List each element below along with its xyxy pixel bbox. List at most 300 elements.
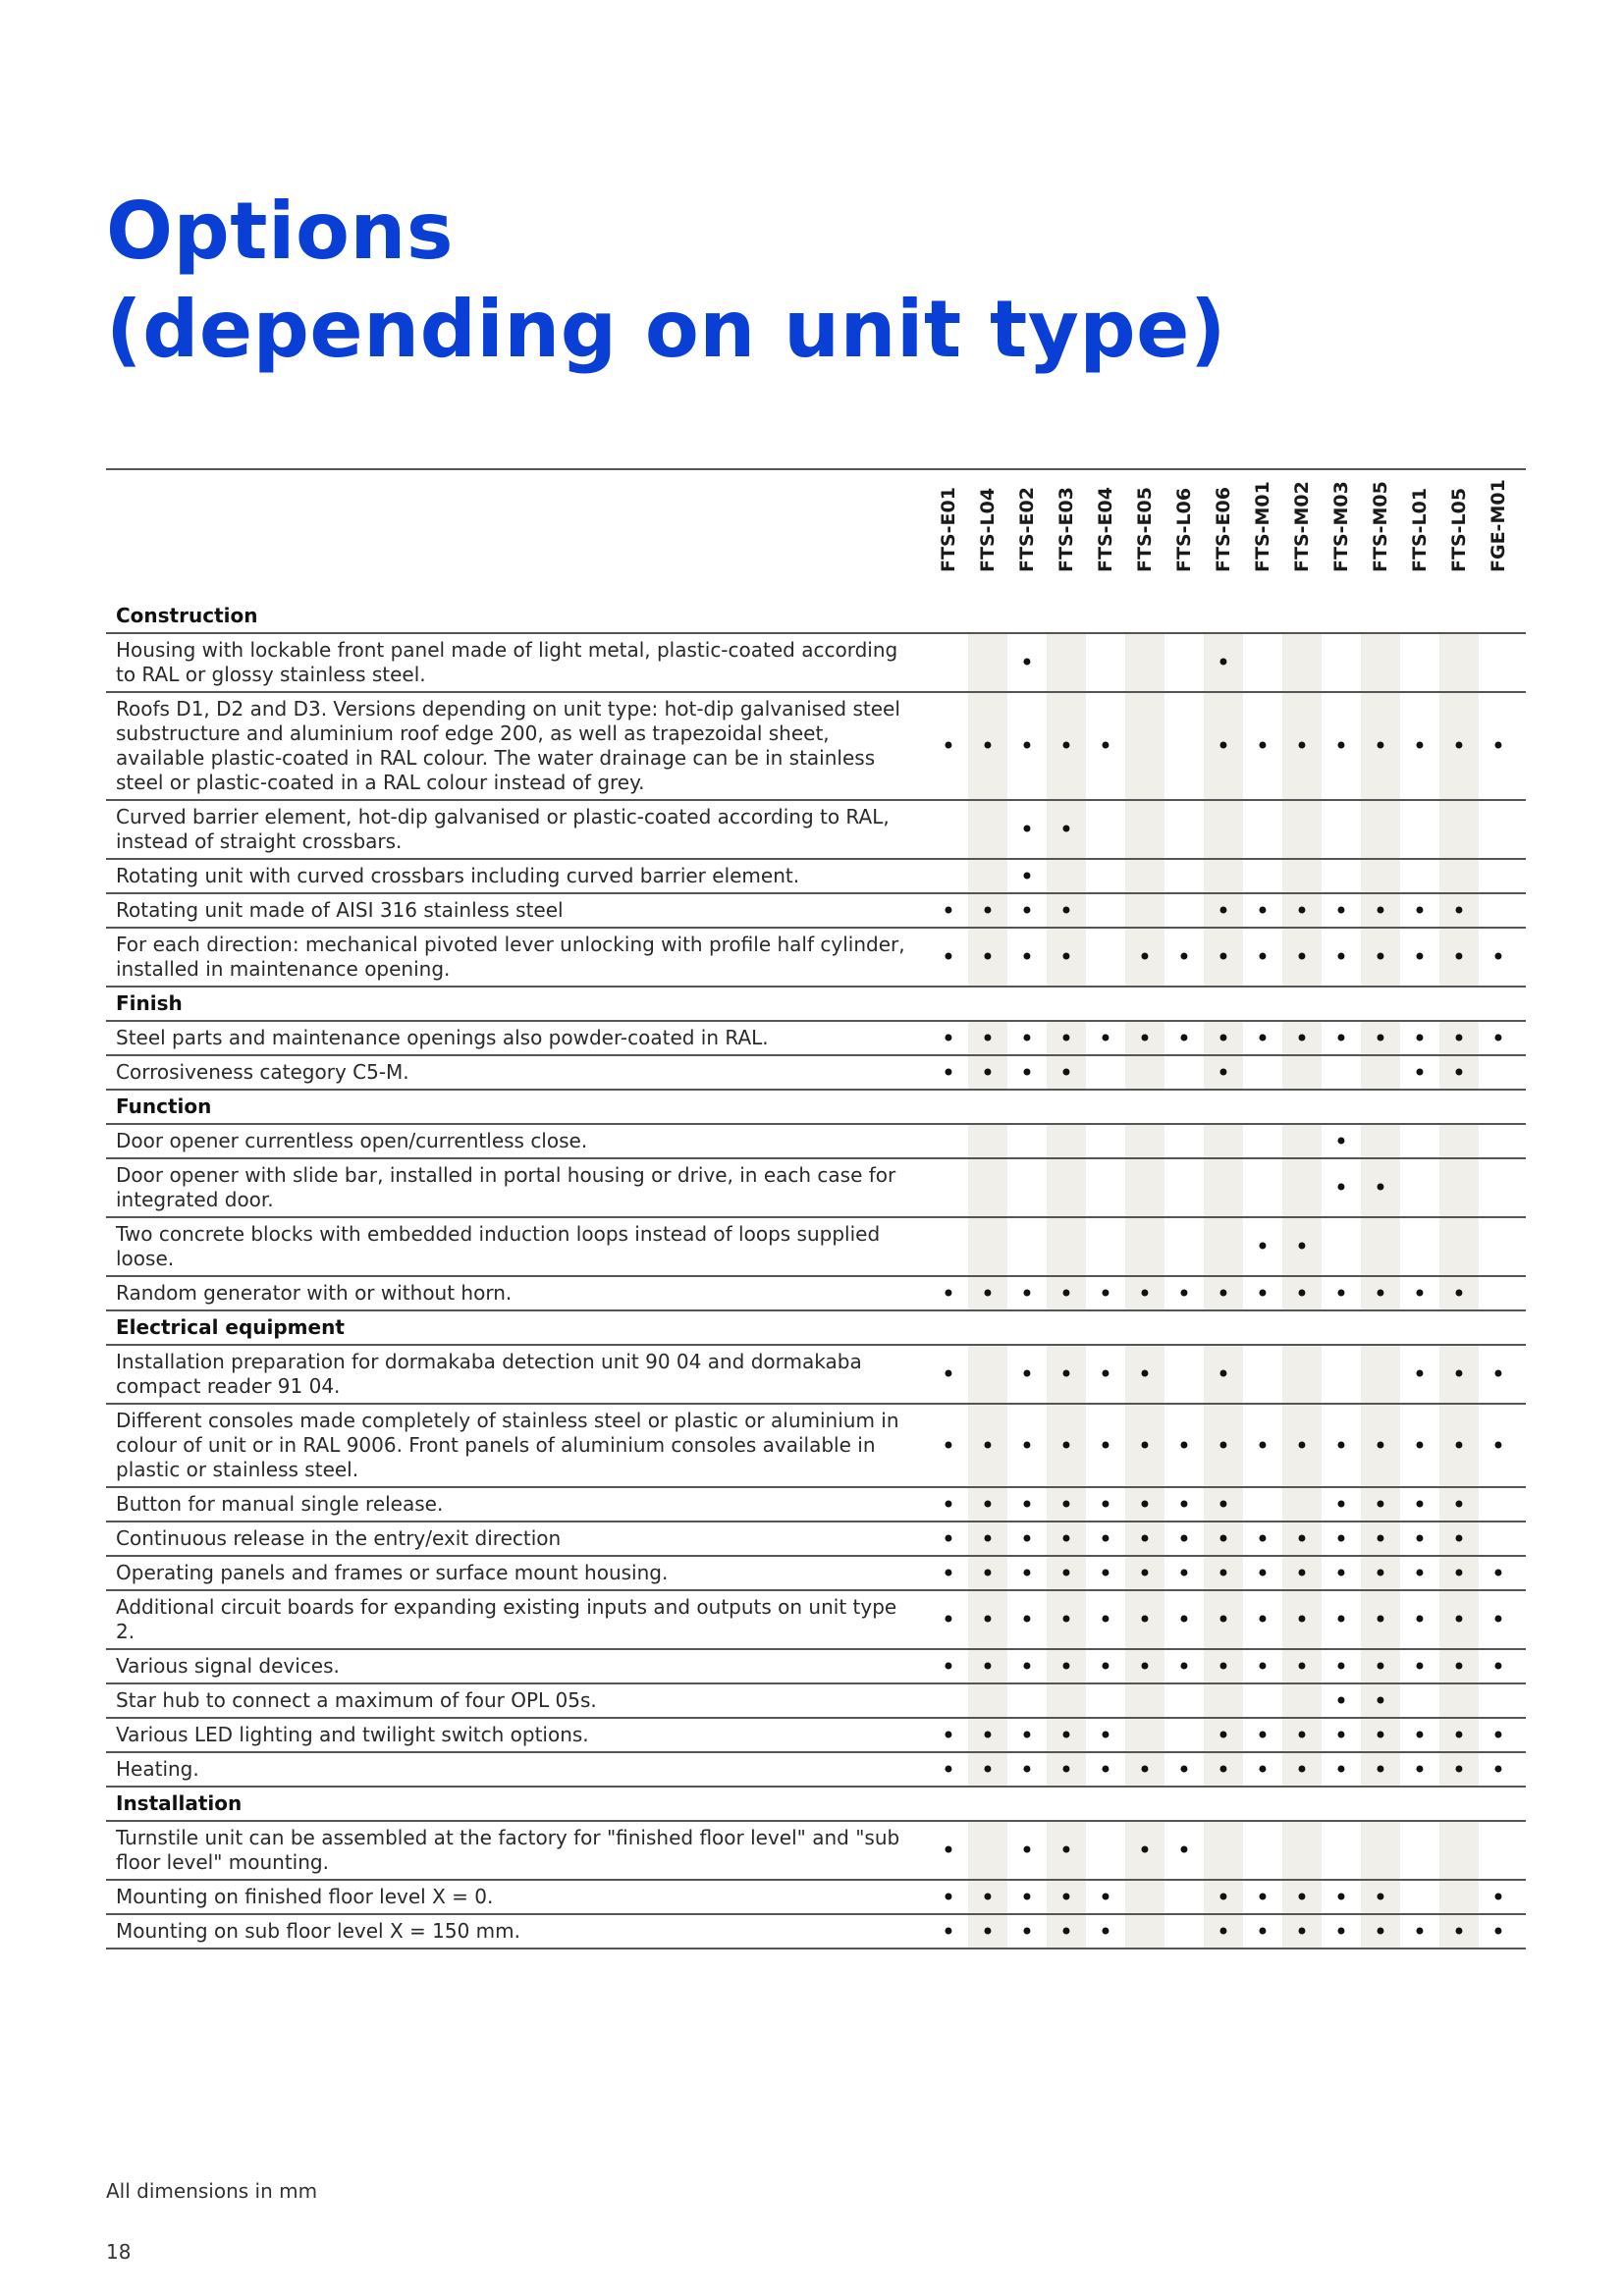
availability-dot-icon: •	[1216, 943, 1231, 971]
table-cell	[1125, 1405, 1164, 1486]
table-cell	[929, 1881, 968, 1913]
availability-dot-icon: •	[1294, 1652, 1310, 1681]
availability-dot-icon: •	[1412, 1559, 1428, 1587]
table-cell	[1204, 1719, 1243, 1751]
table-cell	[1361, 1650, 1400, 1682]
table-cell	[968, 600, 1007, 632]
table-cell	[1282, 1405, 1322, 1486]
availability-dot-icon: •	[1255, 1279, 1271, 1308]
table-cell	[1164, 1056, 1204, 1089]
availability-dot-icon: •	[1412, 1024, 1428, 1052]
table-cell	[1282, 1881, 1322, 1913]
table-cell	[1125, 1915, 1164, 1948]
table-row	[106, 801, 1526, 860]
table-cell	[1047, 1488, 1086, 1521]
availability-dot-icon: •	[1137, 1024, 1153, 1052]
table-cell	[1361, 600, 1400, 632]
table-cell	[1125, 1753, 1164, 1786]
availability-dot-icon: •	[1176, 1431, 1192, 1460]
table-cell	[1164, 988, 1204, 1020]
table-cell	[1400, 1684, 1439, 1717]
table-cell	[1282, 1022, 1322, 1054]
table-cell	[968, 1346, 1007, 1403]
availability-dot-icon: •	[1216, 1755, 1231, 1784]
table-cell	[1204, 600, 1243, 632]
table-cell	[968, 1788, 1007, 1820]
availability-dot-icon: •	[1098, 732, 1113, 760]
availability-dot-icon: •	[1019, 1361, 1035, 1388]
availability-dot-icon: •	[1490, 1652, 1506, 1681]
availability-dot-icon: •	[1176, 1279, 1192, 1308]
table-cell	[1361, 1277, 1400, 1309]
availability-dot-icon: •	[1058, 1490, 1074, 1519]
availability-dot-icon: •	[1137, 1490, 1153, 1519]
availability-dot-icon: •	[1019, 1917, 1035, 1946]
column-header-label: FTS-E06	[1213, 487, 1234, 572]
availability-dot-icon: •	[1058, 1883, 1074, 1911]
availability-dot-icon: •	[1019, 1559, 1035, 1587]
column-header-fts-e03	[1047, 476, 1086, 594]
table-cell	[1204, 1405, 1243, 1486]
table-cell	[1047, 1125, 1086, 1157]
table-cell	[929, 1311, 968, 1344]
column-header-fge-m01	[1479, 476, 1518, 594]
table-cell	[1164, 1881, 1204, 1913]
availability-dot-icon: •	[1019, 1279, 1035, 1308]
table-cell	[1439, 1522, 1479, 1555]
table-cell	[1125, 988, 1164, 1020]
table-cell	[929, 801, 968, 858]
availability-dot-icon: •	[1333, 1024, 1349, 1052]
table-cell	[1282, 1218, 1322, 1275]
table-cell	[1164, 1788, 1204, 1820]
table-cell	[1282, 693, 1322, 799]
table-row	[106, 1125, 1526, 1159]
table-cell	[1282, 1788, 1322, 1820]
availability-dot-icon: •	[1019, 1431, 1035, 1460]
table-cell	[1439, 1405, 1479, 1486]
table-cell	[1204, 1346, 1243, 1403]
page-number: 18	[106, 2240, 132, 2264]
table-cell	[1439, 634, 1479, 691]
table-cell	[1361, 1881, 1400, 1913]
availability-dot-icon: •	[1137, 1755, 1153, 1784]
option-label: Rotating unit made of AISI 316 stainless steel	[116, 898, 564, 922]
table-cell	[1439, 1091, 1479, 1123]
table-cell	[929, 1650, 968, 1682]
availability-dot-icon: •	[1058, 1721, 1074, 1749]
table-cell	[968, 1125, 1007, 1157]
availability-dot-icon: •	[1176, 1024, 1192, 1052]
table-cell	[1086, 1022, 1125, 1054]
table-cell	[1164, 1915, 1204, 1948]
availability-dot-icon: •	[941, 1721, 956, 1749]
table-cell	[1086, 1125, 1125, 1157]
table-row	[106, 1591, 1526, 1650]
option-label: Corrosiveness category C5-M.	[116, 1060, 409, 1084]
column-header-label: FTS-L06	[1173, 487, 1195, 572]
section-row	[106, 988, 1526, 1022]
availability-dot-icon: •	[1294, 943, 1310, 971]
availability-dot-icon: •	[941, 1755, 956, 1784]
table-cell	[1086, 1753, 1125, 1786]
table-cell	[929, 1557, 968, 1589]
page-title	[106, 183, 1226, 379]
availability-dot-icon: •	[1333, 943, 1349, 971]
table-cell	[1282, 894, 1322, 927]
table-cell	[1322, 1684, 1361, 1717]
column-header-label: FTS-E04	[1095, 487, 1116, 572]
table-cell	[968, 1719, 1007, 1751]
table-cell	[1361, 1159, 1400, 1216]
table-cell	[1007, 860, 1047, 892]
availability-dot-icon: •	[1294, 1559, 1310, 1587]
table-cell	[1007, 929, 1047, 986]
availability-dot-icon: •	[941, 1431, 956, 1460]
availability-dot-icon: •	[1019, 649, 1035, 676]
table-cell	[929, 1346, 968, 1403]
availability-dot-icon: •	[1137, 1837, 1153, 1864]
table-cell	[1243, 1719, 1282, 1751]
table-cell	[1282, 1557, 1322, 1589]
availability-dot-icon: •	[1412, 1917, 1428, 1946]
table-cell	[1164, 1091, 1204, 1123]
table-cell	[929, 1091, 968, 1123]
table-cell	[1282, 1753, 1322, 1786]
table-cell	[1243, 894, 1282, 927]
table-cell	[1479, 1557, 1518, 1589]
availability-dot-icon: •	[1098, 1883, 1113, 1911]
table-cell	[1322, 1405, 1361, 1486]
availability-dot-icon: •	[1137, 1431, 1153, 1460]
table-cell	[1204, 1125, 1243, 1157]
availability-dot-icon: •	[1176, 1652, 1192, 1681]
availability-dot-icon: •	[1412, 1606, 1428, 1633]
table-cell	[1007, 1346, 1047, 1403]
table-cell	[1439, 1557, 1479, 1589]
table-row	[106, 1915, 1526, 1949]
column-header-fts-e04	[1086, 476, 1125, 594]
table-cell	[1007, 1881, 1047, 1913]
table-cell	[1086, 801, 1125, 858]
table-cell	[1086, 1591, 1125, 1648]
table-cell	[1322, 1125, 1361, 1157]
table-cell	[1007, 693, 1047, 799]
table-cell	[1086, 1346, 1125, 1403]
table-cell	[968, 860, 1007, 892]
table-cell	[1361, 1822, 1400, 1879]
table-cell	[1047, 1218, 1086, 1275]
availability-dot-icon: •	[1255, 1233, 1271, 1260]
table-cell	[1204, 1091, 1243, 1123]
availability-dot-icon: •	[1412, 1431, 1428, 1460]
table-cell	[968, 1650, 1007, 1682]
table-cell	[1479, 1591, 1518, 1648]
section-heading: Installation	[116, 1791, 243, 1815]
availability-dot-icon: •	[1333, 1721, 1349, 1749]
table-cell	[1086, 1056, 1125, 1089]
table-cell	[1007, 634, 1047, 691]
table-cell	[1282, 1091, 1322, 1123]
availability-dot-icon: •	[1216, 896, 1231, 925]
availability-dot-icon: •	[1373, 1606, 1388, 1633]
table-cell	[1400, 1591, 1439, 1648]
table-row	[106, 1557, 1526, 1591]
table-cell	[929, 860, 968, 892]
section-row	[106, 1788, 1526, 1822]
availability-dot-icon: •	[1098, 1917, 1113, 1946]
footer-note: All dimensions in mm	[106, 2179, 318, 2203]
table-cell	[1439, 600, 1479, 632]
availability-dot-icon: •	[1333, 732, 1349, 760]
table-cell	[968, 1056, 1007, 1089]
table-cell	[1125, 1218, 1164, 1275]
table-cell	[1439, 1881, 1479, 1913]
column-header-label: FTS-L01	[1409, 487, 1431, 572]
availability-dot-icon: •	[1058, 896, 1074, 925]
table-cell	[1243, 929, 1282, 986]
availability-dot-icon: •	[1137, 1361, 1153, 1388]
table-cell	[1204, 801, 1243, 858]
table-row	[106, 860, 1526, 894]
table-cell	[1400, 1311, 1439, 1344]
availability-dot-icon: •	[941, 896, 956, 925]
table-cell	[1125, 1091, 1164, 1123]
availability-dot-icon: •	[1019, 1524, 1035, 1553]
table-cell	[1361, 929, 1400, 986]
table-cell	[929, 1488, 968, 1521]
availability-dot-icon: •	[1451, 1024, 1467, 1052]
table-cell	[929, 600, 968, 632]
option-label: Various signal devices.	[116, 1654, 340, 1678]
availability-dot-icon: •	[1255, 1559, 1271, 1587]
table-cell	[1361, 1346, 1400, 1403]
availability-dot-icon: •	[1294, 1606, 1310, 1633]
availability-dot-icon: •	[1058, 1058, 1074, 1087]
table-cell	[1322, 1591, 1361, 1648]
availability-dot-icon: •	[1490, 943, 1506, 971]
table-cell	[1439, 988, 1479, 1020]
availability-dot-icon: •	[1373, 1652, 1388, 1681]
availability-dot-icon: •	[1373, 1431, 1388, 1460]
availability-dot-icon: •	[1412, 1058, 1428, 1087]
availability-dot-icon: •	[1019, 1837, 1035, 1864]
table-cell	[968, 929, 1007, 986]
availability-dot-icon: •	[1098, 1431, 1113, 1460]
table-cell	[1479, 1022, 1518, 1054]
column-header-label: FTS-L05	[1448, 487, 1470, 572]
availability-dot-icon: •	[1373, 1490, 1388, 1519]
availability-dot-icon: •	[1294, 1431, 1310, 1460]
table-cell	[1361, 1125, 1400, 1157]
table-cell	[1322, 1091, 1361, 1123]
table-cell	[1047, 1159, 1086, 1216]
availability-dot-icon: •	[980, 1490, 996, 1519]
availability-dot-icon: •	[1255, 1721, 1271, 1749]
section-heading: Electrical equipment	[116, 1315, 345, 1339]
availability-dot-icon: •	[1333, 1490, 1349, 1519]
table-cell	[1243, 634, 1282, 691]
table-cell	[1361, 894, 1400, 927]
table-cell	[1125, 1522, 1164, 1555]
table-cell	[1204, 634, 1243, 691]
table-cell	[929, 1159, 968, 1216]
option-label: Two concrete blocks with embedded induction loops instead of loops supplied loose.	[116, 1222, 881, 1270]
table-cell	[1086, 894, 1125, 927]
table-cell	[968, 1915, 1007, 1948]
availability-dot-icon: •	[1255, 896, 1271, 925]
availability-dot-icon: •	[1294, 896, 1310, 925]
table-cell	[1125, 693, 1164, 799]
table-cell	[1400, 1022, 1439, 1054]
table-cell	[1282, 1650, 1322, 1682]
table-cell	[1479, 1719, 1518, 1751]
table-cell	[1007, 1311, 1047, 1344]
availability-dot-icon: •	[1058, 1361, 1074, 1388]
table-cell	[1322, 1311, 1361, 1344]
table-cell	[1007, 1684, 1047, 1717]
table-cell	[1282, 1488, 1322, 1521]
availability-dot-icon: •	[980, 896, 996, 925]
table-cell	[1125, 1022, 1164, 1054]
table-cell	[929, 1125, 968, 1157]
availability-dot-icon: •	[1294, 1279, 1310, 1308]
table-row	[106, 1684, 1526, 1719]
table-cell	[929, 1591, 968, 1648]
availability-dot-icon: •	[1098, 1490, 1113, 1519]
table-cell	[1243, 801, 1282, 858]
availability-dot-icon: •	[980, 1917, 996, 1946]
availability-dot-icon: •	[941, 1606, 956, 1633]
availability-dot-icon: •	[1058, 1755, 1074, 1784]
availability-dot-icon: •	[980, 732, 996, 760]
availability-dot-icon: •	[1255, 1524, 1271, 1553]
table-cell	[1204, 1788, 1243, 1820]
table-cell	[1282, 600, 1322, 632]
availability-dot-icon: •	[1019, 1721, 1035, 1749]
availability-dot-icon: •	[1333, 1127, 1349, 1155]
column-header-label: FTS-E02	[1016, 487, 1038, 572]
option-label: Door opener currentless open/currentless close.	[116, 1129, 588, 1152]
table-cell	[1086, 1684, 1125, 1717]
table-cell	[1204, 1881, 1243, 1913]
table-cell	[1400, 1753, 1439, 1786]
availability-dot-icon: •	[1412, 1490, 1428, 1519]
availability-dot-icon: •	[980, 1721, 996, 1749]
table-cell	[1125, 1822, 1164, 1879]
table-cell	[1243, 1346, 1282, 1403]
availability-dot-icon: •	[1176, 1524, 1192, 1553]
table-cell	[1439, 1915, 1479, 1948]
column-header-label: FTS-E03	[1056, 487, 1077, 572]
table-cell	[929, 1753, 968, 1786]
option-label: Mounting on sub floor level X = 150 mm.	[116, 1919, 520, 1943]
availability-dot-icon: •	[1490, 1559, 1506, 1587]
table-cell	[1047, 1522, 1086, 1555]
table-cell	[1400, 860, 1439, 892]
availability-dot-icon: •	[1019, 1606, 1035, 1633]
table-cell	[1479, 1277, 1518, 1309]
table-cell	[1479, 1488, 1518, 1521]
table-cell	[1361, 1557, 1400, 1589]
table-cell	[1243, 1753, 1282, 1786]
table-cell	[1086, 1218, 1125, 1275]
section-row	[106, 600, 1526, 634]
table-cell	[1361, 860, 1400, 892]
table-cell	[1322, 1881, 1361, 1913]
table-cell	[1243, 1591, 1282, 1648]
table-cell	[1007, 1125, 1047, 1157]
availability-dot-icon: •	[1176, 1490, 1192, 1519]
table-cell	[1086, 1311, 1125, 1344]
option-label: Additional circuit boards for expanding existing inputs and outputs on unit type 2.	[116, 1595, 897, 1643]
table-cell	[1479, 1753, 1518, 1786]
table-cell	[968, 1684, 1007, 1717]
table-cell	[1400, 1488, 1439, 1521]
table-cell	[1243, 1091, 1282, 1123]
table-cell	[1125, 1881, 1164, 1913]
table-cell	[1204, 894, 1243, 927]
table-cell	[1047, 1277, 1086, 1309]
availability-dot-icon: •	[1490, 1883, 1506, 1911]
table-cell	[1007, 1522, 1047, 1555]
table-cell	[1204, 693, 1243, 799]
availability-dot-icon: •	[941, 1024, 956, 1052]
table-cell	[968, 1557, 1007, 1589]
table-cell	[1125, 1684, 1164, 1717]
table-cell	[1400, 1650, 1439, 1682]
availability-dot-icon: •	[1216, 1721, 1231, 1749]
table-row	[106, 1488, 1526, 1522]
availability-dot-icon: •	[980, 1058, 996, 1087]
table-cell	[1243, 1650, 1282, 1682]
availability-dot-icon: •	[1294, 732, 1310, 760]
table-row	[106, 1056, 1526, 1091]
availability-dot-icon: •	[1216, 649, 1231, 676]
option-label: Roofs D1, D2 and D3. Versions depending on unit type: hot-dip galvanised steel substructure and aluminium roof edge 200, as well as trapezoidal sheet, available plastic-coated in RAL colour. The water drainage can be in stainless steel or plastic-coated in a RAL colour instead of grey.	[116, 697, 900, 794]
table-cell	[1439, 1753, 1479, 1786]
table-cell	[1439, 801, 1479, 858]
table-cell	[1007, 1488, 1047, 1521]
table-cell	[1086, 1915, 1125, 1948]
availability-dot-icon: •	[1412, 732, 1428, 760]
column-header-fts-l05	[1439, 476, 1479, 594]
column-header-fts-e06	[1204, 476, 1243, 594]
availability-dot-icon: •	[1019, 1883, 1035, 1911]
availability-dot-icon: •	[1098, 1559, 1113, 1587]
availability-dot-icon: •	[1490, 1431, 1506, 1460]
table-cell	[1164, 894, 1204, 927]
availability-dot-icon: •	[1412, 1279, 1428, 1308]
table-cell	[1007, 1719, 1047, 1751]
table-cell	[1007, 1218, 1047, 1275]
availability-dot-icon: •	[1216, 1361, 1231, 1388]
table-cell	[1282, 634, 1322, 691]
table-cell	[1086, 860, 1125, 892]
table-cell	[929, 634, 968, 691]
table-cell	[1439, 1218, 1479, 1275]
table-cell	[1322, 988, 1361, 1020]
table-cell	[1322, 1056, 1361, 1089]
availability-dot-icon: •	[1490, 1024, 1506, 1052]
availability-dot-icon: •	[1019, 1490, 1035, 1519]
availability-dot-icon: •	[1294, 1755, 1310, 1784]
availability-dot-icon: •	[941, 1917, 956, 1946]
availability-dot-icon: •	[1176, 1606, 1192, 1633]
table-row	[106, 1346, 1526, 1405]
availability-dot-icon: •	[1098, 1361, 1113, 1388]
table-cell	[1322, 801, 1361, 858]
